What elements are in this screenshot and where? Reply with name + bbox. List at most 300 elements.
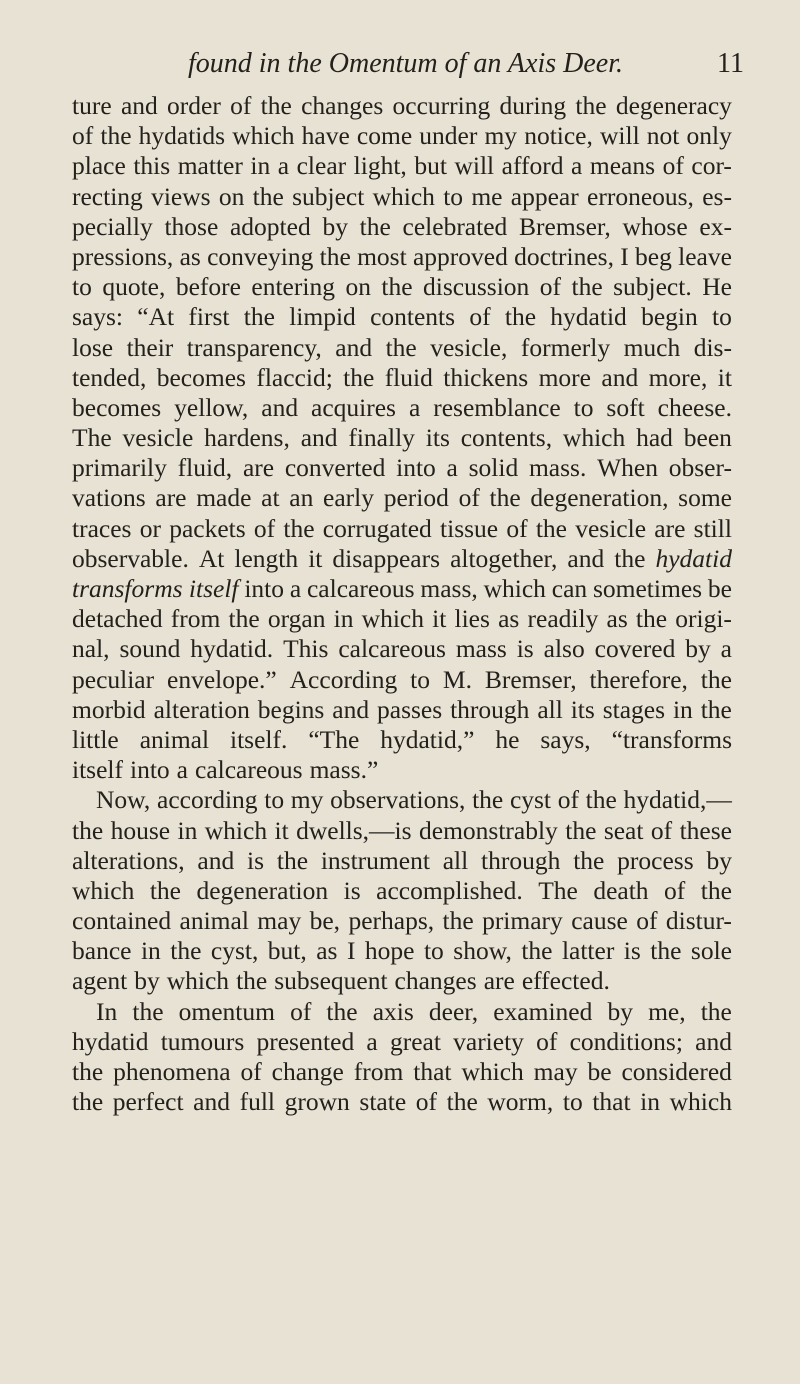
word: the xyxy=(565,815,597,845)
word: deer, xyxy=(428,996,479,1026)
word: the xyxy=(381,272,413,302)
word: considered xyxy=(621,1057,732,1086)
word: flaccid; xyxy=(256,362,333,392)
word: the xyxy=(343,362,375,392)
word: of xyxy=(664,875,686,905)
word: by xyxy=(607,996,633,1026)
text-line xyxy=(72,997,732,1027)
word: transforms itself xyxy=(72,574,239,603)
word: Now, xyxy=(96,785,151,815)
word: Bremser, xyxy=(484,664,577,694)
word: by xyxy=(322,211,348,241)
word: therefore, xyxy=(589,664,688,694)
word: cyst, xyxy=(210,936,259,966)
word: the xyxy=(283,513,315,543)
word: in xyxy=(177,815,198,845)
word: passes xyxy=(377,694,443,724)
word: instrument xyxy=(320,845,430,875)
word: perfect xyxy=(112,1087,184,1117)
word: the xyxy=(252,181,284,211)
word: the xyxy=(700,996,732,1026)
word: the xyxy=(635,604,668,634)
word: packets xyxy=(169,513,246,543)
word: have xyxy=(301,121,350,151)
word: bance xyxy=(72,936,132,966)
word: by xyxy=(706,845,732,875)
word: the xyxy=(276,845,309,875)
word: erroneous, xyxy=(587,181,694,211)
word: cause xyxy=(571,906,628,936)
word: it xyxy=(717,362,732,392)
word: changes xyxy=(394,966,477,996)
word: animal xyxy=(139,724,210,754)
word: M. xyxy=(442,664,472,694)
word: and xyxy=(335,332,373,362)
word: to xyxy=(423,936,444,966)
word: latter xyxy=(561,936,615,966)
body-text xyxy=(72,91,732,1117)
text-line xyxy=(72,393,732,423)
word: or xyxy=(139,513,161,543)
word: may xyxy=(533,1057,578,1086)
text-line xyxy=(72,212,732,242)
word: “transforms xyxy=(611,724,732,754)
word: light, xyxy=(353,151,407,181)
word: sometimes xyxy=(592,574,703,603)
word: the xyxy=(100,121,132,151)
word: to xyxy=(712,302,732,332)
text-line xyxy=(72,182,732,212)
word: the xyxy=(573,845,605,875)
word: to xyxy=(562,1087,583,1117)
word: dwells,—is xyxy=(296,815,412,845)
word: the xyxy=(472,785,504,815)
word: much xyxy=(623,332,681,362)
word: the xyxy=(700,875,732,905)
text-line xyxy=(72,242,732,272)
text-line xyxy=(72,634,732,664)
word: leave xyxy=(678,241,732,271)
word: ture xyxy=(72,91,112,120)
word: to xyxy=(443,181,464,211)
word: subsequent xyxy=(274,966,388,996)
word: had xyxy=(636,423,673,453)
page-number: 11 xyxy=(717,48,744,79)
word: length xyxy=(234,543,299,573)
word: in xyxy=(672,694,693,724)
text-line xyxy=(72,1057,732,1087)
word: as xyxy=(316,936,338,966)
word: thickens xyxy=(443,362,529,392)
word: subject. xyxy=(613,272,692,302)
word: hydatids xyxy=(138,121,226,151)
word: may xyxy=(257,906,302,936)
word: those xyxy=(164,211,219,241)
word: At xyxy=(198,543,225,573)
word: the xyxy=(700,694,732,724)
word: whose xyxy=(622,211,688,241)
word: alterations, xyxy=(72,845,185,875)
word: in xyxy=(140,936,161,966)
word: to xyxy=(410,664,431,694)
word: afford xyxy=(501,151,564,181)
word: all xyxy=(537,694,563,724)
word: which xyxy=(669,1087,732,1117)
word: of xyxy=(539,272,562,302)
word: the xyxy=(319,241,351,271)
word: the xyxy=(442,906,474,936)
word: which xyxy=(483,574,546,603)
word: phenomena xyxy=(113,1057,231,1086)
word: to xyxy=(264,785,285,815)
word: and xyxy=(332,694,370,724)
word: are xyxy=(155,483,187,513)
word: and xyxy=(601,362,639,392)
word: alteration xyxy=(153,694,250,724)
text-line xyxy=(72,423,732,453)
word: of xyxy=(72,121,94,151)
word: me xyxy=(471,181,503,211)
word: traces xyxy=(72,513,132,543)
word: subject xyxy=(292,181,365,211)
word: to xyxy=(72,272,92,302)
word: come xyxy=(356,121,413,151)
word: cyst xyxy=(509,785,552,815)
word: contained xyxy=(72,906,172,936)
word: the xyxy=(132,996,164,1026)
word: a xyxy=(366,1026,378,1056)
word: place xyxy=(72,151,126,181)
word: changes xyxy=(301,91,384,120)
text-line xyxy=(72,544,732,574)
word: the xyxy=(614,543,646,573)
word: my xyxy=(290,785,324,815)
word: calcareous xyxy=(195,755,303,785)
word: the xyxy=(521,936,553,966)
word: under xyxy=(419,121,478,151)
word: of xyxy=(536,1026,558,1056)
word: state xyxy=(359,1087,407,1117)
word: by xyxy=(134,966,160,996)
word: contents, xyxy=(460,423,553,453)
word: from xyxy=(353,1057,404,1086)
text-line xyxy=(72,785,732,815)
word: I xyxy=(346,936,356,966)
word: When xyxy=(597,453,658,483)
word: itself. xyxy=(230,724,288,754)
word: organ xyxy=(267,604,326,634)
word: accomplished. xyxy=(376,875,523,905)
text-line xyxy=(72,695,732,725)
text-line xyxy=(72,333,732,363)
word: doctrines, xyxy=(514,241,614,271)
word: of xyxy=(636,906,658,936)
word: to xyxy=(573,392,594,422)
word: been xyxy=(683,423,732,453)
word: early xyxy=(323,483,375,513)
word: the xyxy=(72,815,104,845)
word: of xyxy=(290,996,312,1026)
word: is xyxy=(247,845,265,875)
word: into xyxy=(396,453,436,483)
word: sound xyxy=(119,634,181,664)
word: order xyxy=(167,91,221,120)
word: on xyxy=(345,272,371,302)
word: and xyxy=(695,1026,732,1056)
word: according xyxy=(157,785,258,815)
word: on xyxy=(218,181,245,211)
word: degeneracy xyxy=(615,91,732,120)
word: in xyxy=(640,1087,661,1117)
word: This xyxy=(283,634,329,664)
text-line xyxy=(72,1027,732,1057)
word: degeneration, xyxy=(530,483,669,513)
word: ex- xyxy=(699,211,732,241)
word: acquires xyxy=(311,392,396,422)
word: agent xyxy=(72,966,128,996)
text-line xyxy=(72,574,732,604)
word: tended, xyxy=(72,362,147,392)
word: detached xyxy=(72,604,163,634)
word: solid xyxy=(468,453,519,483)
word: the xyxy=(236,966,268,996)
word: vesicle, xyxy=(430,332,508,362)
word: seat xyxy=(603,815,644,845)
word: examined xyxy=(493,996,593,1026)
word: period xyxy=(383,483,449,513)
word: animal xyxy=(179,906,249,936)
word: soft xyxy=(606,392,645,422)
word: into xyxy=(244,574,284,603)
word: finally xyxy=(348,423,415,453)
word: quote, xyxy=(102,272,166,302)
word: of xyxy=(650,815,673,845)
word: from xyxy=(170,604,221,634)
word: morbid xyxy=(72,694,146,724)
word: of xyxy=(240,1057,262,1086)
text-line xyxy=(72,151,732,181)
word: this xyxy=(133,151,171,181)
word: a xyxy=(277,151,290,181)
word: of xyxy=(253,513,276,543)
text-line xyxy=(72,906,732,936)
text-line xyxy=(72,302,732,332)
word: most xyxy=(357,241,407,271)
word: of xyxy=(230,91,252,120)
word: and xyxy=(193,1087,230,1117)
word: before xyxy=(175,272,241,302)
word: a xyxy=(176,755,188,785)
word: are xyxy=(654,513,686,543)
word: fluid xyxy=(384,362,433,392)
word: the xyxy=(700,664,732,694)
word: the xyxy=(243,302,275,332)
word: mass.” xyxy=(309,755,379,785)
word: be xyxy=(587,1057,612,1086)
word: tumours xyxy=(160,1026,245,1056)
text-line xyxy=(72,483,732,513)
word: vesicle xyxy=(575,513,647,543)
word: hydatid xyxy=(655,543,732,573)
word: great xyxy=(389,1026,441,1056)
word: primarily xyxy=(72,453,167,483)
word: which xyxy=(361,604,424,634)
word: the xyxy=(504,302,537,332)
word: the xyxy=(228,604,260,634)
word: house xyxy=(110,815,171,845)
word: that xyxy=(413,1057,452,1086)
word: begin xyxy=(641,302,698,332)
word: a xyxy=(408,392,421,422)
word: tissue xyxy=(440,513,499,543)
text-line xyxy=(72,604,732,634)
word: which xyxy=(204,815,268,845)
word: begins xyxy=(257,694,325,724)
word: these xyxy=(679,815,732,845)
word: I xyxy=(620,241,629,271)
word: He xyxy=(702,272,732,302)
word: beg xyxy=(635,241,672,271)
word: is xyxy=(623,936,641,966)
word: the xyxy=(170,936,202,966)
word: first xyxy=(188,302,230,332)
word: hydatid xyxy=(550,302,627,332)
word: which xyxy=(166,966,230,996)
word: axis xyxy=(372,996,414,1026)
word: by xyxy=(685,634,711,664)
word: According xyxy=(289,664,398,694)
word: and xyxy=(567,543,605,573)
word: converted xyxy=(284,453,386,483)
word: envelope.” xyxy=(167,664,277,694)
word: primary xyxy=(482,906,563,936)
text-line xyxy=(72,876,732,906)
word: show, xyxy=(453,936,512,966)
text-line xyxy=(72,725,732,755)
word: occurring xyxy=(392,91,491,120)
word: still xyxy=(693,513,732,543)
word: notice, xyxy=(524,121,593,151)
word: recting xyxy=(72,181,143,211)
word: conveying xyxy=(207,241,314,271)
word: says: xyxy=(72,302,123,332)
word: made xyxy=(196,483,252,513)
word: nal, xyxy=(72,634,110,664)
word: some xyxy=(678,483,732,513)
text-line xyxy=(72,1087,732,1117)
word: my xyxy=(484,121,518,151)
word: vesicle xyxy=(122,423,194,453)
word: grown xyxy=(284,1087,350,1117)
word: are xyxy=(242,453,275,483)
word: a xyxy=(720,634,732,664)
word: disappears xyxy=(332,543,441,573)
word: their xyxy=(126,332,174,362)
word: of xyxy=(557,785,579,815)
word: hydatid xyxy=(72,1026,149,1056)
word: change xyxy=(271,1057,344,1086)
word: observable. xyxy=(72,543,189,573)
text-line xyxy=(72,755,732,785)
word: which xyxy=(72,875,135,905)
word: a xyxy=(446,453,458,483)
word: the xyxy=(571,272,603,302)
word: contents xyxy=(370,302,456,332)
text-line xyxy=(72,514,732,544)
text-line xyxy=(72,453,732,483)
word: pecially xyxy=(72,211,153,241)
word: me, xyxy=(648,996,686,1026)
word: the xyxy=(326,996,358,1026)
word: becomes xyxy=(156,362,246,392)
word: all xyxy=(442,845,469,875)
word: and xyxy=(261,392,299,422)
word: that xyxy=(592,1087,631,1117)
word: the xyxy=(585,785,617,815)
word: becomes xyxy=(72,392,162,422)
word: says, xyxy=(540,724,591,754)
word: hope xyxy=(364,936,415,966)
word: degeneration xyxy=(196,875,329,905)
word: through xyxy=(450,694,530,724)
word: the xyxy=(489,483,521,513)
word: hardens, xyxy=(204,423,290,453)
word: and xyxy=(300,423,338,453)
word: in xyxy=(250,151,271,181)
word: only xyxy=(686,121,732,151)
word: dis- xyxy=(693,332,732,362)
word: observations, xyxy=(330,785,466,815)
word: pressions, xyxy=(72,241,174,271)
word: the xyxy=(575,91,607,120)
word: the xyxy=(359,211,391,241)
word: readily xyxy=(527,604,599,634)
word: lies xyxy=(454,604,490,634)
word: of xyxy=(662,151,684,181)
word: mass, xyxy=(420,574,478,603)
word: obser- xyxy=(668,453,732,483)
word: limpid xyxy=(289,302,356,332)
word: little xyxy=(72,724,119,754)
word: celebrated xyxy=(402,211,508,241)
word: death xyxy=(593,875,649,905)
word: omentum xyxy=(178,996,275,1026)
word: the xyxy=(72,1057,104,1086)
word: is xyxy=(516,634,534,664)
word: of xyxy=(469,302,491,332)
word: Bremser, xyxy=(519,211,611,241)
word: yellow, xyxy=(174,392,249,422)
word: vations xyxy=(72,483,146,513)
word: variety xyxy=(453,1026,524,1056)
word: be xyxy=(707,574,732,603)
word: are xyxy=(483,966,515,996)
word: matter xyxy=(177,151,243,181)
word: the xyxy=(260,91,292,120)
word: views xyxy=(151,181,211,211)
word: stages xyxy=(602,694,666,724)
text-line xyxy=(72,665,732,695)
word: sole xyxy=(690,936,732,966)
word: the xyxy=(149,875,181,905)
word: lose xyxy=(72,332,114,362)
word: the xyxy=(535,513,567,543)
text-line xyxy=(72,936,732,966)
word: mass xyxy=(455,634,507,664)
word: through xyxy=(481,845,561,875)
word: the xyxy=(446,1087,478,1117)
word: origi- xyxy=(675,604,732,634)
